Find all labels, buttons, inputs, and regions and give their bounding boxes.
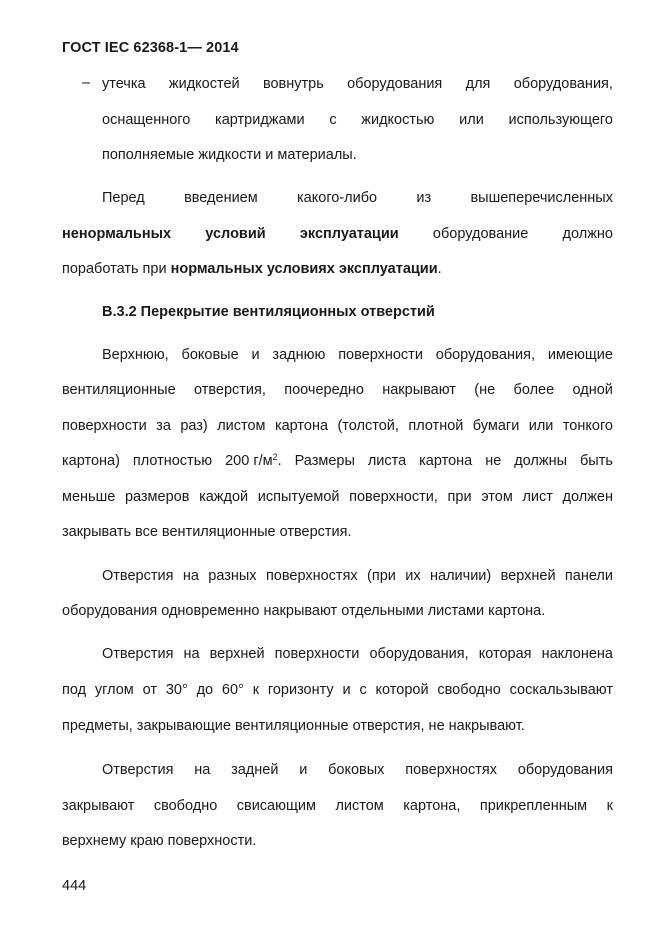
word: не bbox=[485, 453, 502, 469]
para4-line-3: предметы, закрывающие вентиляционные отверстия, не накрывают. bbox=[62, 718, 525, 734]
word: какого-либо bbox=[297, 190, 378, 206]
word: для bbox=[465, 76, 491, 92]
superscript: 2 bbox=[272, 452, 278, 462]
list-item-line-2 bbox=[102, 111, 613, 129]
word: вентиляционные bbox=[62, 382, 176, 398]
text: поработать при bbox=[62, 261, 171, 277]
bold-term: нормальных условиях эксплуатации bbox=[170, 261, 438, 277]
para2-line-3: поверхности за раз) листом картона (толстой, плотной бумаги или тонкого bbox=[62, 418, 613, 434]
word: оборудования, bbox=[435, 347, 535, 363]
word: картона) bbox=[62, 453, 120, 469]
word: жидкостей bbox=[168, 76, 240, 92]
para2-line-2 bbox=[62, 381, 613, 399]
word: картона bbox=[419, 453, 473, 469]
word: 200 г/м bbox=[225, 453, 273, 469]
list-dash: – bbox=[82, 75, 91, 91]
word: или bbox=[459, 112, 484, 128]
para1-line-2 bbox=[62, 225, 613, 243]
word: картона, bbox=[403, 798, 461, 814]
word: Отверстия bbox=[102, 762, 174, 778]
word: свисающим bbox=[236, 798, 316, 814]
word: закрывают bbox=[62, 798, 135, 814]
bold-term: ненормальных bbox=[62, 226, 172, 242]
word: Перед bbox=[102, 190, 145, 206]
bold-term: условий bbox=[205, 226, 266, 242]
word: из bbox=[416, 190, 432, 206]
word: к bbox=[606, 798, 613, 814]
word: задней bbox=[231, 762, 279, 778]
word: . bbox=[277, 453, 282, 469]
para2-line-4 bbox=[62, 452, 613, 470]
word: боковые bbox=[181, 347, 239, 363]
word: на bbox=[194, 762, 211, 778]
bold-term: эксплуатации bbox=[299, 226, 399, 242]
word: Размеры bbox=[294, 453, 355, 469]
para2-line-6: закрывать все вентиляционные отверстия. bbox=[62, 524, 352, 540]
word: поверхности bbox=[338, 347, 423, 363]
para1-line-1 bbox=[102, 189, 613, 207]
density-value bbox=[225, 452, 282, 470]
list-item-line-1 bbox=[102, 75, 613, 93]
para4-line-2: под углом от 30° до 60° к горизонту и с которой свободно соскальзывают bbox=[62, 682, 613, 698]
word: введением bbox=[184, 190, 258, 206]
word: Верхнюю, bbox=[102, 347, 169, 363]
word: оборудования bbox=[347, 76, 443, 92]
para5-line-1 bbox=[102, 761, 613, 779]
word: быть bbox=[579, 453, 613, 469]
para5-line-3: верхнему краю поверхности. bbox=[62, 833, 257, 849]
word: оборудования bbox=[517, 762, 613, 778]
document-header: ГОСТ IEC 62368-1— 2014 bbox=[62, 40, 239, 56]
word: листом bbox=[335, 798, 384, 814]
word: имеющие bbox=[547, 347, 613, 363]
para3-line-1: Отверстия на разных поверхностях (при их наличии) верхней панели bbox=[102, 568, 613, 584]
word: накрывают bbox=[382, 382, 456, 398]
word: картриджами bbox=[215, 112, 305, 128]
word: и bbox=[251, 347, 260, 363]
word: вовнутрь bbox=[262, 76, 324, 92]
para3-line-2: оборудования одновременно накрывают отдельными листами картона. bbox=[62, 603, 546, 619]
para5-line-2 bbox=[62, 797, 613, 815]
word: прикрепленным bbox=[479, 798, 588, 814]
word: жидкостью bbox=[361, 112, 435, 128]
para2-line-1 bbox=[102, 346, 613, 364]
word: (не bbox=[474, 382, 496, 398]
para2-line-5: меньше размеров каждой испытуемой поверхности, при этом лист должен bbox=[62, 489, 613, 505]
word: вышеперечисленных bbox=[470, 190, 613, 206]
word: и bbox=[299, 762, 308, 778]
word: листа bbox=[367, 453, 407, 469]
word: оснащенного bbox=[102, 112, 191, 128]
word: должны bbox=[514, 453, 568, 469]
list-item-line-3: пополняемые жидкости и материалы. bbox=[102, 147, 357, 163]
text: . bbox=[437, 261, 442, 277]
para4-line-1: Отверстия на верхней поверхности оборудования, которая наклонена bbox=[102, 646, 613, 662]
word: отверстия, bbox=[193, 382, 266, 398]
word: оборудования, bbox=[513, 76, 613, 92]
section-heading: В.3.2 Перекрытие вентиляционных отверстий bbox=[102, 304, 435, 320]
word: заднюю bbox=[272, 347, 326, 363]
word: поверхностях bbox=[405, 762, 497, 778]
word: утечка bbox=[102, 76, 146, 92]
word: свободно bbox=[153, 798, 218, 814]
word: должно bbox=[562, 226, 613, 242]
word: боковых bbox=[328, 762, 385, 778]
para1-line-3 bbox=[62, 260, 442, 278]
word: оборудование bbox=[432, 226, 529, 242]
word: поочередно bbox=[284, 382, 364, 398]
word: с bbox=[329, 112, 337, 128]
page-number: 444 bbox=[62, 878, 87, 894]
word: одной bbox=[572, 382, 613, 398]
word: более bbox=[513, 382, 555, 398]
word: плотностью bbox=[132, 453, 213, 469]
word: использующего bbox=[508, 112, 613, 128]
